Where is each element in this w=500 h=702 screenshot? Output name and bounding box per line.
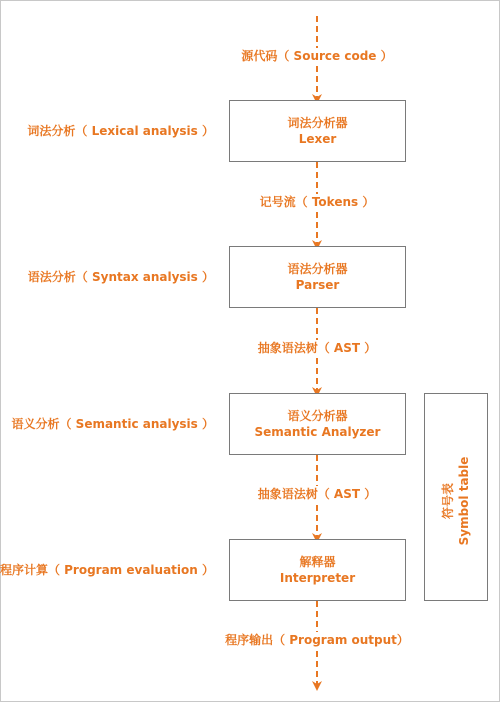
syntax-analysis-label: 语法分析（ Syntax analysis ） xyxy=(27,270,214,284)
interpreter-box-en: Interpreter xyxy=(279,571,356,585)
program-output-label: 程序输出（ Program output） xyxy=(225,633,409,647)
interpreter-box xyxy=(229,539,406,601)
source-code-label: 源代码（ Source code ） xyxy=(241,49,393,63)
program-evaluation-label: 程序计算（ Program evaluation ） xyxy=(0,563,214,577)
tokens-label: 记号流（ Tokens ） xyxy=(259,195,375,209)
parser-box xyxy=(229,246,406,308)
semantic-analyzer-box-cn: 语义分析器 xyxy=(287,409,348,423)
ast-label-1: 抽象语法树（ AST ） xyxy=(257,341,377,355)
parser-box-en: Parser xyxy=(295,278,340,292)
ast-label-2: 抽象语法树（ AST ） xyxy=(257,487,377,501)
symbol-table-label xyxy=(440,401,472,601)
parser-box-cn: 语法分析器 xyxy=(287,262,348,276)
lexer-box-en: Lexer xyxy=(298,132,337,146)
semantic-analysis-label: 语义分析（ Semantic analysis ） xyxy=(11,417,214,431)
interpreter-box-cn: 解释器 xyxy=(299,555,336,569)
lexer-box-cn: 词法分析器 xyxy=(287,116,348,130)
lexer-box xyxy=(229,100,406,162)
semantic-analyzer-box-en: Semantic Analyzer xyxy=(254,425,381,439)
symbol-table-cn: 符号表 xyxy=(441,483,455,520)
semantic-analyzer-box xyxy=(229,393,406,455)
symbol-table-en: Symbol table xyxy=(457,456,471,546)
lexical-analysis-label: 词法分析（ Lexical analysis ） xyxy=(27,124,214,138)
